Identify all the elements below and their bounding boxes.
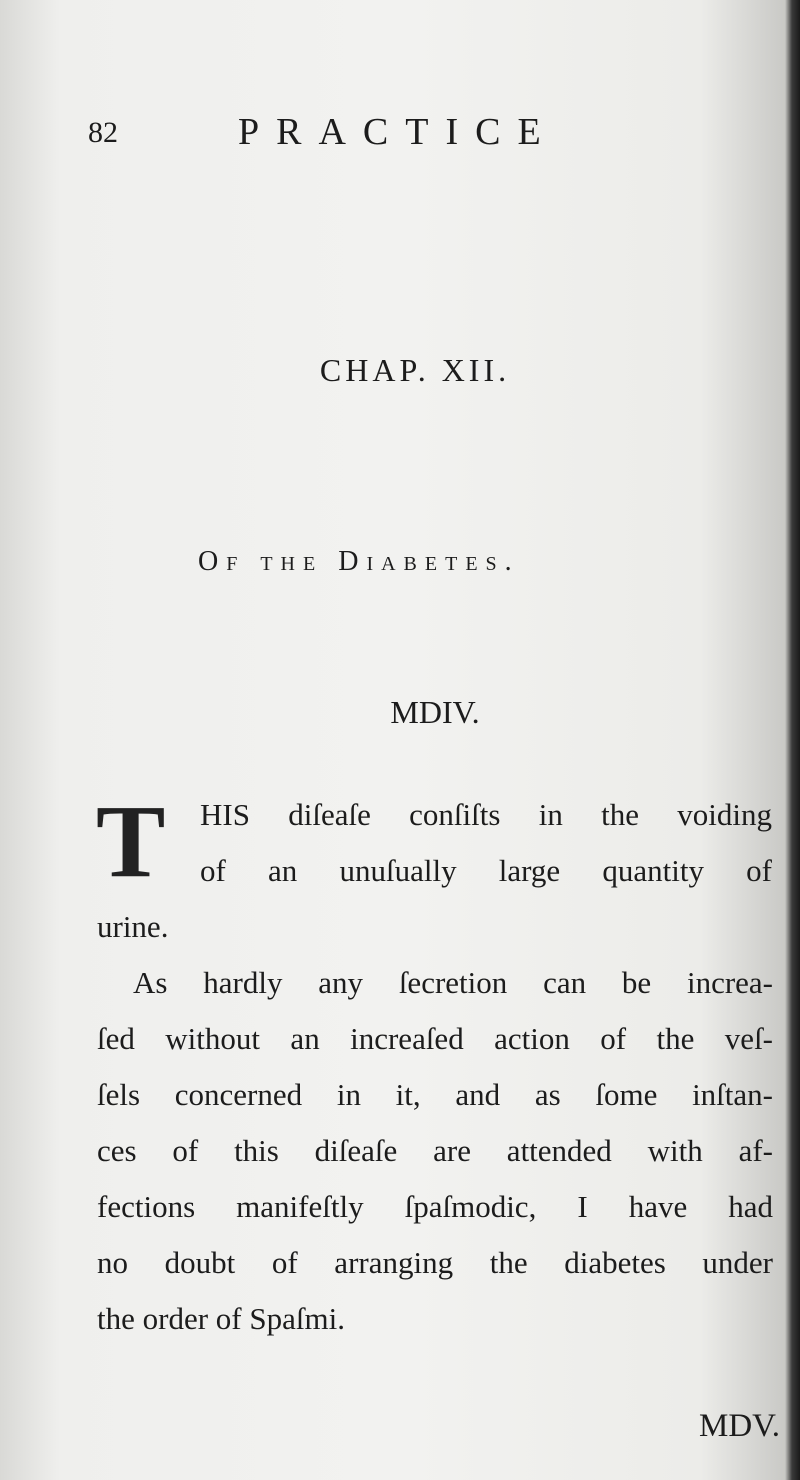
body-line: of an unuſually large quantity of — [200, 853, 772, 888]
body-line: ſels concerned in it, and as ſome inſtan- — [97, 1077, 773, 1112]
running-title: PRACTICE — [238, 111, 558, 153]
body-line: HIS diſeaſe conſiſts in the voiding — [200, 797, 772, 832]
paragraph-number: MDIV. — [390, 694, 480, 730]
page-header — [88, 108, 648, 160]
catchword: MDV. — [698, 1408, 780, 1444]
chapter-heading: CHAP. XII. — [319, 352, 511, 388]
body-line: ſed without an increaſed action of the veſ- — [97, 1021, 773, 1056]
body-line: the order of Spaſmi. — [97, 1301, 345, 1336]
body-line: urine. — [97, 909, 169, 944]
body-line: ces of this diſeaſe are attended with af- — [97, 1133, 773, 1168]
body-line: fections manifeſtly ſpaſmodic, I have had — [97, 1189, 773, 1224]
chapter-title: Of the Diabetes. — [198, 546, 520, 577]
body-line: no doubt of arranging the diabetes under — [97, 1245, 773, 1280]
page-number: 82 — [88, 116, 118, 149]
body-line: As hardly any ſecretion can be increa- — [133, 965, 773, 1000]
drop-cap: T — [96, 784, 166, 899]
